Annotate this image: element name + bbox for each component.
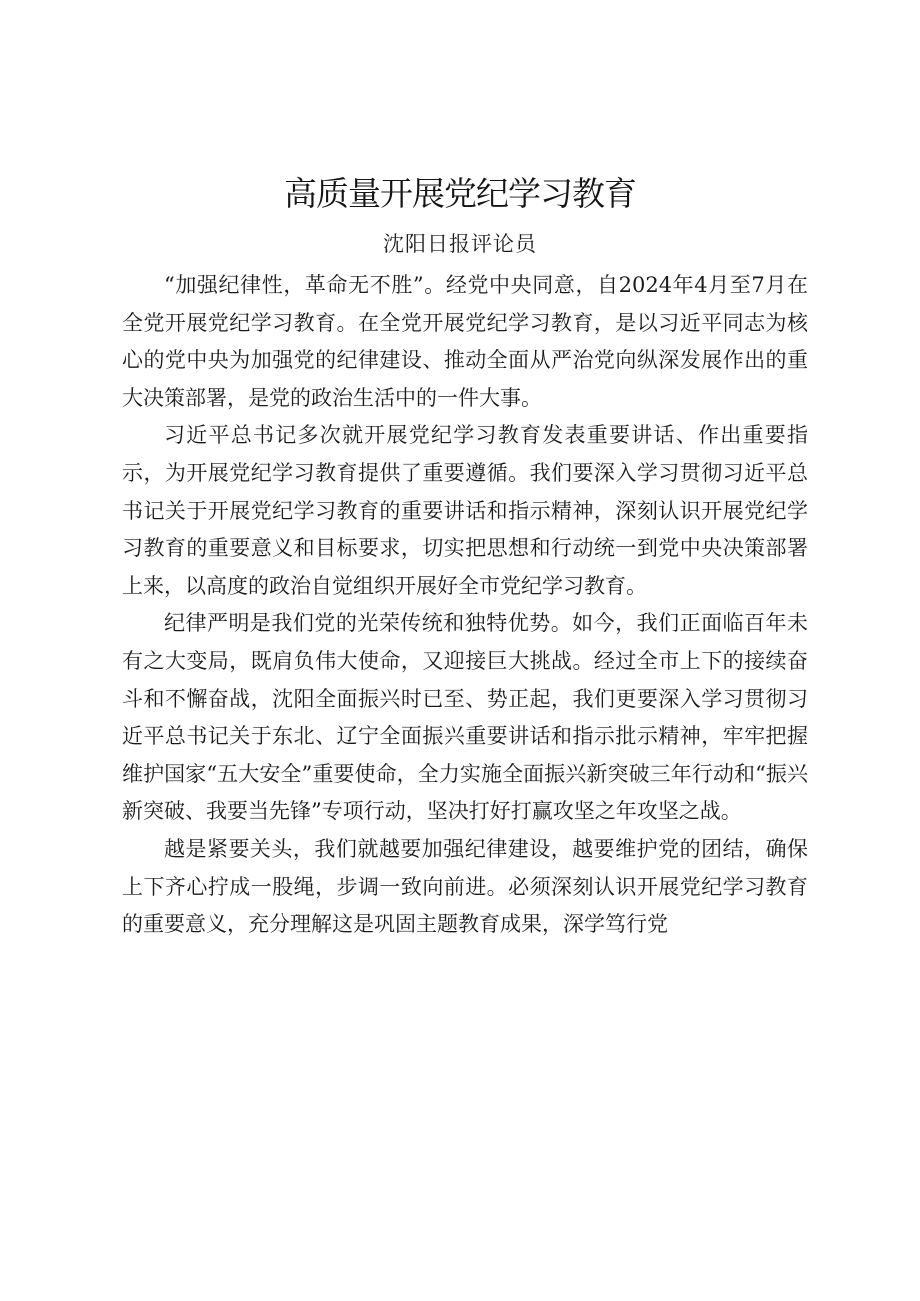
article-byline: 沈阳日报评论员 [383,232,537,256]
paragraph-1: “加强纪律性，革命无不胜”。经党中央同意，自2024年4月至7月在全党开展党纪学习教育。在全党开展党纪学习教育，是以习近平同志为核心的党中央为加强党的纪律建设、推动全面从严治党向纵深发展作出的重大决策部署，是党的政治生活中的一件大事。 [122,273,808,410]
article-title: 高质量开展党纪学习教育 [284,174,636,213]
article-body [122,267,808,944]
paragraph-3: 纪律严明是我们党的光荣传统和独特优势。如今，我们正面临百年未有之大变局，既肩负伟大使命，又迎接巨大挑战。经过全市上下的接续奋斗和不懈奋战，沈阳全面振兴时已至、势正起，我们更要深入学习贯彻习近平总书记关于东北、辽宁全面振兴重要讲话和指示批示精神，牢牢把握维护国家“五大安全”重要使命，全力实施全面振兴新突破三年行动和“振兴新突破、我要当先锋”专项行动，坚决打好打赢攻坚之年攻坚之战。 [122,611,808,824]
paragraph-2: 习近平总书记多次就开展党纪学习教育发表重要讲话、作出重要指示，为开展党纪学习教育提供了重要遵循。我们要深入学习贯彻习近平总书记关于开展党纪学习教育的重要讲话和指示精神，深刻认识开展党纪学习教育的重要意义和目标要求，切实把思想和行动统一到党中央决策部署上来，以高度的政治自觉组织开展好全市党纪学习教育。 [122,423,808,598]
paragraph-4: 越是紧要关头，我们就越要加强纪律建设，越要维护党的团结，确保上下齐心拧成一股绳，步调一致向前进。必须深刻认识开展党纪学习教育的重要意义，充分理解这是巩固主题教育成果，深学笃行党 [122,836,808,937]
